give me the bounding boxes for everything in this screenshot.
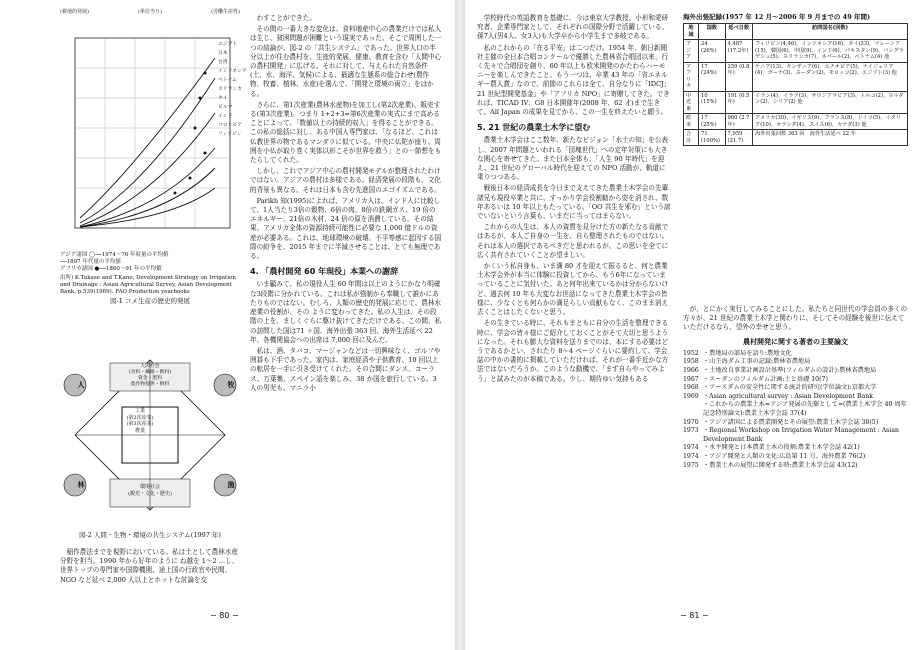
diagram-bottom-box bbox=[110, 484, 190, 498]
top-label: 資金・肥料 bbox=[138, 376, 162, 381]
page-number-left: − 80 − bbox=[210, 611, 239, 620]
center-label: (第3次産業) bbox=[126, 421, 154, 427]
country-label: フィリピン bbox=[218, 132, 242, 137]
table-cell: 17 (24%) bbox=[699, 62, 726, 91]
center-label: 農業 bbox=[134, 427, 145, 434]
center-label: 工業 bbox=[134, 408, 145, 414]
paragraph: その生きている時に、それもまともに自分の生活を整理できる時に、学会の皆々様にご紹介しておくことがそて大切と思うようになった。それも膨大な資料を送りまでのは、本にする必要はどうであるかとい、されたり 8〜4 ページぐらいに要約して、学会誌の中かの書的に掲載していただければ、それが一番手近かな方法ではないだろうか。このような動機で、「まず自らやってみよう」と試みたのが本稿である。少し、期待ゆい気持もある bbox=[477, 319, 669, 383]
figure1-country-labels bbox=[218, 40, 254, 139]
paragraph: さらに、第1次産業(農林水産物)を加工し(第2次産業)、販売する(第3次産業)。つまり 1+2+3=第6次産業の実式にまで高めることによって、「数値以上の持続的収入」を得ることができる。この私の総括に対し、ある中国人専門家は、「なるほど、これは仏教世界の物であるマンダラに似ている。中央に仏陀が座り、周囲を小仏が取り巻く実体以形こそが世界を救う」との一節想をもたらしてくれた。 bbox=[250, 100, 442, 165]
right-col2 bbox=[683, 305, 908, 470]
table-cell: フィリピン(4,46)、インドネシア(16)、タイ(33)、マレーシア(15)、韓国(6)、中国(9)、インド(6)、パキスタン(9)、バングラデシュ(5)、スリランカ(7)、ネパール(2)、ベトナム(4) 他 bbox=[753, 40, 908, 63]
paragraph: わすことができた。 bbox=[256, 14, 316, 22]
top-label: 農作物提供・飼料 bbox=[130, 382, 170, 387]
table-cell: 中近東 bbox=[684, 91, 699, 114]
left-col2 bbox=[250, 14, 442, 395]
table-cell: 海外出張回数 363 回 海外生活延べ 22 年 bbox=[753, 130, 908, 146]
bib-entry: 1958 ・山王海ダム工事の記録:農林省農地局 bbox=[683, 358, 811, 366]
table-cell: イラン(4)、イラク(3)、サウジアラビア(3)、トルコ(2)、ヨルダン(2)、シリア(2) 他 bbox=[753, 91, 908, 114]
right-col1 bbox=[477, 14, 672, 386]
table-row bbox=[684, 62, 908, 91]
legend-entry: ──1897 年代量の平均値 bbox=[60, 259, 121, 265]
section4-heading: 4. 「農村開発 60 年現役」本業への謝辞 bbox=[250, 267, 399, 277]
bottom-label: 環境社会 bbox=[139, 484, 160, 490]
country-label: インドネシア bbox=[218, 69, 247, 74]
page-number-right: − 81 − bbox=[680, 611, 709, 620]
paragraph: 稲作農法までを視野においている。私は土として農林水産分野を担当。1990 年から好年のように ね越を 1〜2 ...し、世界トップの専門家や国際機関、途上国の行政官や民間、NGO など延べ 2,000 人以上とホットな討論を交 bbox=[60, 548, 239, 584]
figure1-chart bbox=[55, 18, 235, 248]
table-cell: 7,959 (21.7) bbox=[725, 130, 752, 146]
paragraph: 戦後日本の経済成長を今日まで支えてきた農業土木学会の先輩諸兄も現役卒業と共に、すっかり学会役割勧から姿を消され、数年あるいは 10 年以上もたっている。「OO 共生を邪む」という諺でいないという言葉も、いまだに当ってはまらない。 bbox=[477, 184, 671, 221]
bib-entry: 1952 ・農地局の部局を語り:農地文化 bbox=[683, 349, 792, 357]
table-cell: 欧米 bbox=[684, 114, 699, 130]
country-label: 日本 bbox=[218, 51, 228, 56]
bib-entry: 1970 ・アジア諸国による農業開発とその展望:農業土木学会誌 38(5) bbox=[683, 418, 879, 426]
paragraph: 学校時代の英語教育を基礎に、今は東京大学教授、小形和愛研究者、企業専門家として、それぞれの国際分野で活躍している。孫7人(男4人、女3人)も大学卒から小学生まで多岐である。 bbox=[477, 14, 669, 41]
country-label: ビルマ bbox=[218, 105, 233, 110]
country-label: ベトナム bbox=[218, 78, 237, 83]
country-label: コロンビア bbox=[218, 123, 242, 128]
table-cell: アメリカ(30)、イギリス(9)、フランス(8)、ドイツ(5)、イタリア(10)、オランダ(4)、スイス(6)、カナダ(3) 他 bbox=[753, 114, 908, 130]
paragraph: いま顧みて、私の現役人生 60 年間は以上のようにかなり明確な3段階に分かれている。これは私が強制から奉職して誰かにあたりものではない。むしろ、人類の歴史的発展に応じて、農林水産業の役割が、その ように変わってきた。私の人生は、その段階の上を、ましくぐらに駆け抜けてきただけである。この間、私の訪問した国は71 ヶ国、海外出張 363 回、海外生活延べ 22 年、各機関協会への出席は 7,000 回に及んだ。 bbox=[250, 280, 442, 344]
book-gutter bbox=[455, 0, 465, 650]
table-cell: 4,487 (17.2年) bbox=[725, 40, 752, 63]
table-cell: 24 (26%) bbox=[699, 40, 726, 63]
figure2-caption: 図-2 人間・生物・環境の共生システム(1997 年) bbox=[79, 531, 221, 539]
table-cell: 960 (2.7年) bbox=[725, 114, 752, 130]
bottom-label: (観光・文化・歴史) bbox=[128, 491, 172, 497]
node-forest: 林 bbox=[77, 480, 85, 489]
table-cell: 10 (15%) bbox=[699, 91, 726, 114]
country-label: エジプト bbox=[218, 42, 238, 47]
table-cell: ケニア(13)、タンザニア(6)、エチオピア(5)、ナイジェリア(4)、ガーナ(3)、スーダン(2)、モロッコ(2)、エジプト(3) 他 bbox=[753, 62, 908, 91]
table-row bbox=[684, 40, 908, 63]
bib-entry: 1966 ・土地改良事業計画設計基準(フィルダムの設計):農林省農地局 bbox=[683, 367, 877, 374]
bib-entry: ・これからの農業土木=アジア発展の先駆として=(農業土木学会 40 周年記念特別論文):農業土木学会誌 37(4) bbox=[703, 401, 907, 417]
paragraph: Parikh 知(1995)によれば、アメリカ人は、インド人に比較して、1人当たり3倍の穀物、6倍の肉、8倍の鉄鋼ガス、19 倍の エネルギー、21倍の木材、24 倍の原を消費している。その結果、アメリカ全体の資源持続可能性に必要な 1,000 億ドルの資産が必要ある。これは、地球環境の破壊、不平等感に起因する国際の紛争を、2015 年までに半減させることは、とても無理である。 bbox=[250, 196, 442, 261]
node-fishery: 漁 bbox=[227, 480, 235, 489]
legend-entry: アジア諸国 ◯──1974〜76 年収量の平均値 bbox=[60, 252, 169, 258]
paragraph: 私のこれからの「在る平安」は二つだけ。1954 年、朝日新聞社主催の全日本合唱コンクールで優勝した農林省合唱団以来、行く先々で合唱団を創り、60 年以上も欧米開発のかたわらハーモニーを楽しんできたこと。もう一つは、卒業 43 年の「省エネルギー農人賞」なので、前節のこれらは全て、自分なりに「IDCJ」21 世紀型開発基金」や「アフリカ NPO」に寄贈してきた。できれば、TICAD IV、G8 日本開催年(2008 年、62 才)まで生きて、All Japan の成果を見てから、この一生を終えたいと願う。 bbox=[477, 43, 671, 117]
table-cell: 259 (0.8年) bbox=[725, 62, 752, 91]
table-cell: 17 (25%) bbox=[699, 114, 726, 130]
bib-entry: 1974 ・水平開発と日本農業土木の役割:農業土木学会誌 42(1) bbox=[683, 444, 860, 452]
figure1-label: (耕地的発展) bbox=[60, 9, 89, 15]
table-cell: アジア bbox=[684, 40, 699, 63]
bibliography-title: 農村開発に関する著者の主要論文 bbox=[743, 336, 848, 346]
top-label: 人間社会 bbox=[140, 364, 160, 369]
right-page bbox=[465, 0, 920, 650]
country-label: インド bbox=[218, 114, 233, 119]
paragraph: その間の一番大きな変化は、食料増産中心の農業だけでは私人は生じ、貧困問題が困難という現実であった。そこで周囲した一つの結論が、図-2 の「共生システム」であった。世界人口の半分以上が住む農村を、生産的発展、健康、教育を含む「人間中心の農村開発」に広げる。それに対して、与えられた自然条件(土、水、海洋、気候)による、最適な生態系の総合わせ(農作物、牧畜、植林、水産)を選んで、「開発と環境の両立」をはかる。 bbox=[250, 25, 442, 98]
legend-entry: アフリカ諸国 ●──1860〜91 年の平均値 bbox=[60, 266, 162, 272]
paragraph: が、とにかく実行してみることにした。私たちと同世代の学会員の多くの方々が、21 世紀の農業土木学と関わりに、そしてその経験を後世に伝えていただけるなら、望外の幸せと思う。 bbox=[683, 305, 908, 332]
bib-entry: 1975 ・農業土木の展望に開発する時:農業土木学会誌 43(12) bbox=[683, 461, 858, 469]
node-people: 人 bbox=[77, 380, 85, 389]
table-header: 訪問国名(回数) bbox=[753, 24, 908, 40]
bibliography-list bbox=[683, 350, 908, 470]
figure1-caption: 図-1 コメ生産の歴史的発展 bbox=[110, 297, 190, 305]
diagram-top-box bbox=[110, 364, 190, 388]
bib-entry: 1968 ・アースダムの安全性に関する統計的研究(学位論文):京都大学 bbox=[683, 384, 877, 392]
overseas-table bbox=[683, 23, 908, 146]
figure1-source: 出所) K.Takase and T.Kano, Development Strategy on Irrigation and Drainage : Asian Agricultural Survey, Asian Development Bank, p.539(1969). FAO Production yearbooks bbox=[60, 275, 236, 295]
paragraph: かくいう私自身も、いま満 80 才を迎えて振るると、何と農業土木学会外が本当に体験に投資してから、もう6年になっていまっていることに気付いた。あと何年出来ているかは分からないけど、過去何 10 年も大変なお世話になってきた農業土木学会の皆様に、少なくとも何らかの満足らしい貢献もなく、このまま消え去くことはしたくないと思う。 bbox=[477, 262, 669, 317]
table-title: 海外出張記録(1957 年 12 月〜2006 年 9 月までの 49 年間) bbox=[683, 13, 871, 21]
paragraph: 農業土木学会はここ数年、新たなビジョン「水土の知」を公表し、2007 年問題といわれる「団塊世代」への定年対策にも大きな関心を寄せてきた。また日本全体も、「人生 90 年時代」を迎え、21 世紀のグローバル時代を迎えての NPO 活動が、軌道に乗りつつある。 bbox=[477, 136, 669, 182]
bib-entry: 1967 ・スーダンのフィルダム計画:土と基礎 10(7) bbox=[683, 375, 828, 383]
bib-entry: 1969 ・Asian agricultural survey : Asian Development Bank bbox=[683, 392, 873, 400]
figure1-legend bbox=[60, 252, 240, 305]
table-row bbox=[684, 91, 908, 114]
left-col1-tail bbox=[60, 548, 240, 587]
top-label: (食料・繊維・飲料) bbox=[128, 370, 172, 375]
paragraph: 私は、酒、タバコ、マージャンなどは一切興味なく、ゴルフや囲碁も下手であった。家内は、家庭経済や子供教育、10 回以上の転居を一手に引き受けてくれた。その合間にダンス、コーラス、万葉集、スペイン語を楽しみ、38 か国を旅行している。3人の男児も、マニラ小 bbox=[250, 346, 441, 392]
table-cell: アフリカ bbox=[684, 62, 699, 91]
table-cell: 合計 bbox=[684, 130, 699, 146]
figure1-label: (単位当り) bbox=[138, 9, 162, 15]
diagram-center-box bbox=[112, 408, 168, 434]
table-cell: 191 (0.5年) bbox=[725, 91, 752, 114]
table-cell: 71 (100%) bbox=[699, 130, 726, 146]
node-livestock: 牧 bbox=[227, 380, 235, 389]
overseas-table-block bbox=[683, 12, 908, 146]
country-label: タイ bbox=[218, 96, 228, 101]
paragraph: しかし、これでアジア中心の農村開発モデルが整理されたわけではない。アジアの農村は多様である。経済発展の段階も、文化的背景も異なる。それは日本も含む先進国のエゴイズムである。 bbox=[250, 167, 441, 194]
bib-entry: 1973 ・Regional Workshop on Irrigation Water Management : Asian Development Bank bbox=[683, 427, 900, 443]
figure1-header-labels bbox=[60, 8, 240, 15]
left-page bbox=[0, 0, 455, 650]
table-header-row bbox=[684, 24, 908, 40]
paragraph: これからの人生は、本人の資質を見分けた方の新たなる貢献ではあるが、本人ご自身の一生を、自ら整理されたものではない。それは本人の選択であるべきだと思われるが、この思いを全てに広く共有されていくことが望ましい。 bbox=[477, 223, 669, 259]
center-label: (第2次産業) bbox=[126, 414, 154, 421]
table-row bbox=[684, 114, 908, 130]
country-label: 台湾 bbox=[218, 60, 228, 65]
figure1-label: (労働生産性) bbox=[211, 9, 240, 15]
table-header: 地域 bbox=[684, 24, 699, 40]
table-row bbox=[684, 130, 908, 146]
section5-heading: 5. 21 世紀の農業土木学に望む bbox=[477, 123, 591, 133]
country-label: スリランカ bbox=[218, 87, 242, 92]
bib-entry: 1974 ・アジア開発と人類の文化:広島第 11 号、海外農業 76(2) bbox=[683, 452, 866, 460]
table-header: 延べ日数 bbox=[725, 24, 752, 40]
table-header: 国数 bbox=[699, 24, 726, 40]
